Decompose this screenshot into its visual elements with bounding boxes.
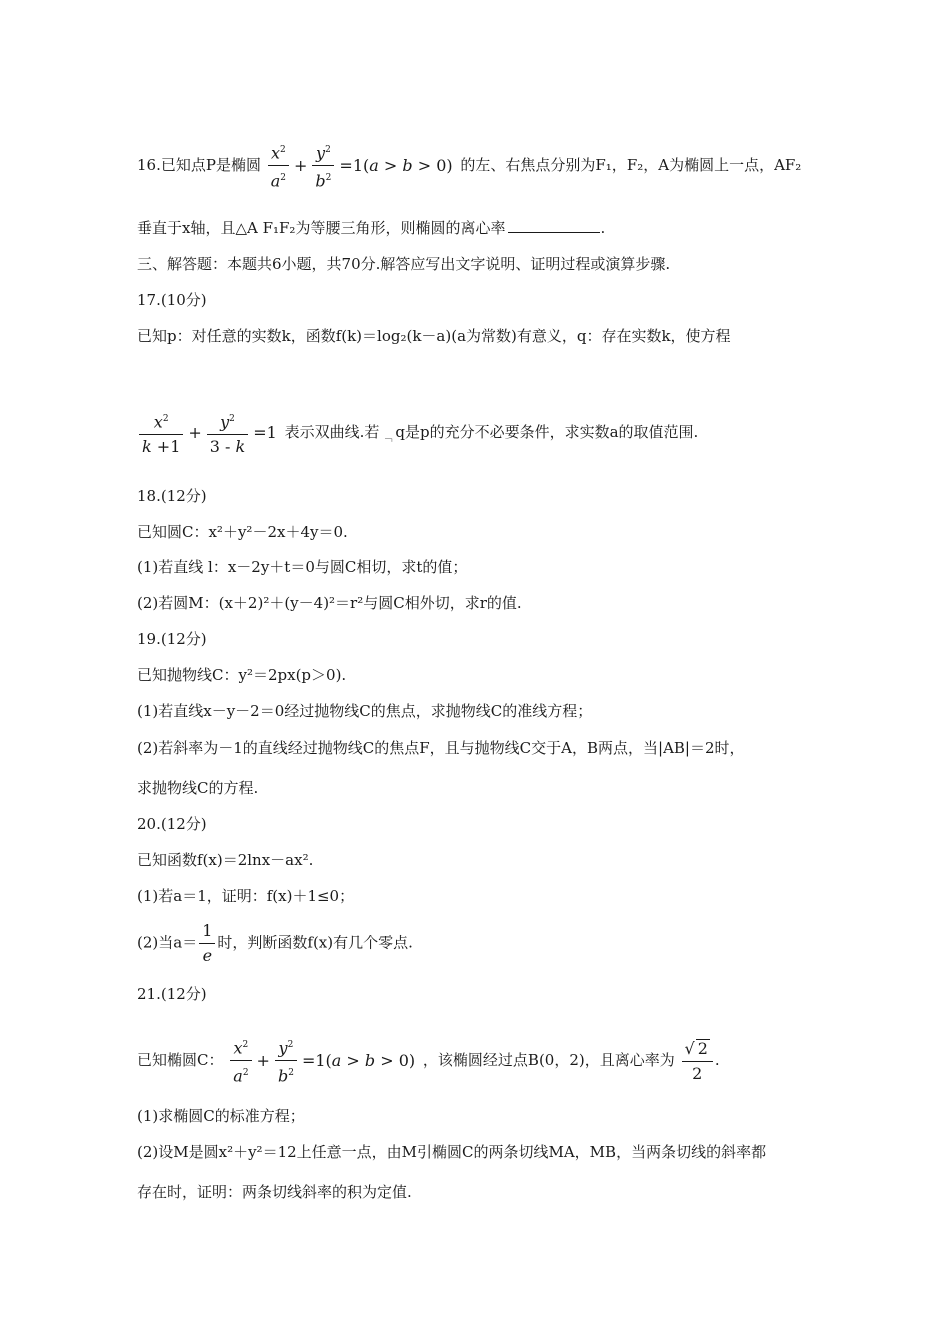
q21-header: 21.(12分) (137, 985, 207, 1003)
q19-line2: (1)若直线x－y－2＝0经过抛物线C的焦点，求抛物线C的准线方程； (137, 702, 593, 720)
q19-line1: 已知抛物线C：y²＝2px(p＞0). (137, 666, 347, 684)
q21-line4: 存在时，证明：两条切线斜率的积为定值. (137, 1183, 412, 1201)
q21-line1-end: . (714, 1050, 720, 1069)
one-over-e-fraction: $\frac{1}{e}$ (197, 922, 217, 965)
q21-line1-mid: ，该椭圆经过点B(0，2)，且离心率为 (422, 1050, 675, 1069)
q20-line3 (137, 922, 413, 965)
q20-line2: (1)若a＝1，证明：f(x)＋1≤0； (137, 887, 355, 905)
ellipse-equation: $\frac{x^2}{a^2}$ + $\frac{y^2}{b^2}$ =1(a > b > 0) (266, 141, 456, 191)
q17-line2-rest: q是p的充分不必要条件，求实数a的取值范围. (395, 423, 699, 442)
q20-header: 20.(12分) (137, 815, 207, 833)
q21-line1 (137, 1036, 720, 1086)
q21-line2: (1)求椭圆C的标准方程； (137, 1107, 305, 1125)
eccentricity-fraction: $\frac{√ 2}{2}$ (680, 1039, 715, 1083)
section3-heading: 三、解答题：本题共6小题，共70分.解答应写出文字说明、证明过程或演算步骤. (137, 255, 671, 273)
q16-line2-end: . (600, 219, 606, 237)
hyperbola-equation: $\frac{x^2}{k +1}$ + $\frac{y^2}{3 - k}$ =1 (137, 410, 280, 456)
q16-suffix: 的左、右焦点分别为F₁，F₂，A为椭圆上一点，AF₂ (460, 155, 802, 174)
negation-symbol: ﹁ (382, 433, 393, 445)
q17-line2 (137, 410, 698, 456)
q16-line2-text: 垂直于x轴，且△A F₁F₂为等腰三角形，则椭圆的离心率 (137, 219, 506, 237)
q18-line2: (1)若直线 l：x－2y＋t＝0与圆C相切，求t的值； (137, 558, 468, 576)
q21-line3: (2)设M是圆x²＋y²＝12上任意一点，由M引椭圆C的两条切线MA，MB，当两条切线的斜率都 (137, 1143, 767, 1161)
q17-line1: 已知p：对任意的实数k，函数f(k)＝log₂(k－a)(a为常数)有意义，q：存在实数k，使方程 (137, 327, 731, 345)
q18-line3: (2)若圆M：(x＋2)²＋(y－4)²＝r²与圆C相外切，求r的值. (137, 594, 522, 612)
q19-line4: 求抛物线C的方程. (137, 779, 259, 797)
q19-line3: (2)若斜率为－1的直线经过抛物线C的焦点F，且与抛物线C交于A，B两点，当|AB|＝2时， (137, 739, 745, 757)
q21-line1-prefix: 已知椭圆C： (137, 1050, 224, 1069)
q20-line1: 已知函数f(x)＝2lnx－ax². (137, 851, 314, 869)
ellipse-equation-c: $\frac{x^2}{a^2}$ + $\frac{y^2}{b^2}$ =1(a > b > 0) (228, 1036, 418, 1086)
answer-blank (508, 218, 600, 233)
q19-header: 19.(12分) (137, 630, 207, 648)
q16-line2 (137, 218, 605, 238)
q17-header: 17.(10分) (137, 291, 207, 309)
q20-line3-prefix: (2)当a＝ (137, 933, 198, 952)
q18-line1: 已知圆C：x²＋y²－2x＋4y＝0. (137, 523, 348, 541)
q17-line2-mid: 表示双曲线.若 (284, 423, 380, 442)
q16-prefix: 16.已知点P是椭圆 (137, 155, 261, 174)
q18-header: 18.(12分) (137, 487, 207, 505)
q16-line1 (137, 141, 801, 191)
q20-line3-suffix: 时，判断函数f(x)有几个零点. (217, 933, 413, 952)
